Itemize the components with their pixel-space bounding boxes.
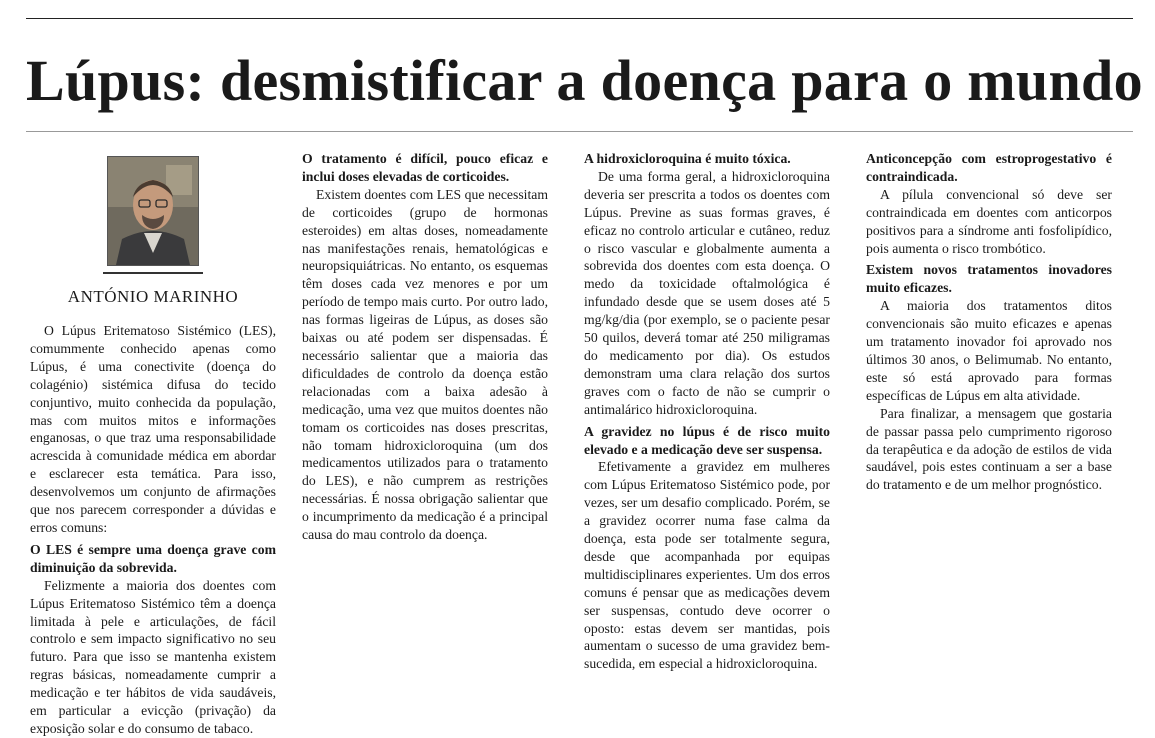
paragraph-4: Efetivamente a gravidez em mulheres com Lúpus Eritematoso Sistémico pode, por vezes, ser um desafio complicado. Porém, se a gravidez ocorrer numa fase calma da doença, esta pode ser totalmente segura, desde que acompanhada por equipas multidisciplinares experientes. Um dos erros comuns é pensar que as medicações devem ser suspensas, contudo deve ocorrer o oposto: estas devem ser mantidas, pois aumentam o sucesso de uma gravidez bem-sucedida, em especial a hidroxicloroquina. [584, 459, 830, 672]
author-portrait-image [108, 157, 198, 265]
paragraph-closing: Para finalizar, a mensagem que gostaria de passar passa pelo cumprimento rigoroso da terapêutica e da adoção de estilos de vida saudável, pois estes continuam a ser a base do tratamento e de um melhor prognóstico. [866, 405, 1112, 493]
subheading-1: O LES é sempre uma doença grave com diminuição da sobrevida. [30, 541, 276, 575]
author-name: ANTÓNIO MARINHO [67, 287, 239, 306]
author-photo [107, 156, 199, 266]
subheading-6: Existem novos tratamentos inovadores muito eficazes. [866, 262, 1112, 296]
top-rule [26, 18, 1133, 19]
byline-rule [103, 272, 203, 274]
paragraph-6: A maioria dos tratamentos ditos convencionais são muito eficazes e apenas um tratamento inovador foi aprovado nos últimos 30 anos, o Belimumab. No entanto, este só está aprovado para formas específicas de Lúpus em alta atividade. [866, 298, 1112, 403]
paragraph-intro: O Lúpus Eritematoso Sistémico (LES), comummente conhecido apenas como Lúpus, é uma conectivite (doença do colagénio) sistémica difusa do tecido conjuntivo, muito conhecida da população, mas com muitos mitos e informações enganosas, o que traz uma responsabilidade acrescida à comunidade médica em abordar e esclarecer esta temática. Para isso, desenvolvemos um conjunto de afirmações que nos parecem corresponder a dúvidas e erros comuns: [30, 323, 276, 535]
subheading-5: Anticoncepção com estroprogestativo é contraindicada. [866, 151, 1112, 184]
subheading-3: A hidroxicloroquina é muito tóxica. [584, 151, 791, 166]
headline-rule [26, 131, 1133, 132]
headline: Lúpus: desmistificar a doença para o mundo [26, 48, 1143, 113]
subheading-4: A gravidez no lúpus é de risco muito elevado e a medicação deve ser suspensa. [584, 423, 830, 457]
paragraph-2: Existem doentes com LES que necessitam de corticoides (grupo de hormonas esteroides) em altas doses, nomeadamente nas manifestações renais, hematológicas e neuropsiquiátricas. No entanto, os esquemas têm doses cada vez menores e por um período de tempo mais curto. Por outro lado, nas formas ligeiras de Lúpus, as doses são baixas ou até podem ser dispensadas. É necessário salientar que a maioria das dificuldades de controlo da doença estão relacionadas com a baixa adesão à medicação, uma vez que muitos doentes não tomam os corticoides nas doses prescritas, não tomam hidroxicloroquina (um dos medicamentos utilizados para o tratamento do LES), e não cumprem as restrições necessárias. É nossa obrigação salientar que o incumprimento da medicação é a principal causa do mau controlo da doença. [302, 186, 548, 543]
article-column-4 [866, 146, 1112, 494]
paragraph-1: Felizmente a maioria dos doentes com Lúpus Eritematoso Sistémico têm a doença limitada à pele e articulações, de fácil controlo e sem impacto significativo no seu futuro. Para que isso se mantenha existem regras básicas, nomeadamente cumprir a medicação e ter hábitos de vida saudáveis, em particular a evicção (privação) da exposição solar e do consumo de tabaco. [30, 577, 276, 736]
paragraph-3: De uma forma geral, a hidroxicloroquina deveria ser prescrita a todos os doentes com Lúpus. Previne as suas formas graves, é eficaz no controlo articular e cutâneo, reduz o risco vascular e globalmente aumenta a sobrevida dos doentes com esta doença. O medo da toxicidade oftalmológica é infundado desde que se usem doses até 5 mg/kg/dia (por exemplo, se o paciente pesar 50 quilos, deverá tomar até 250 miligramas do medicamento por dia). Os estudos demonstram uma clara relação dos surtos graves com o facto de não se cumprir o antimalárico hidroxicloroquina. [584, 168, 830, 417]
paragraph-5: A pílula convencional só deve ser contraindicada em doentes com anticorpos positivos para a síndrome anti fosfolipídico, pois aumenta o risco trombótico. [866, 186, 1112, 256]
article-column-3 [584, 146, 830, 673]
article-column-2 [302, 146, 548, 544]
subheading-2: O tratamento é difícil, pouco eficaz e inclui doses elevadas de corticoides. [302, 151, 548, 184]
article-column-1 [30, 146, 276, 738]
